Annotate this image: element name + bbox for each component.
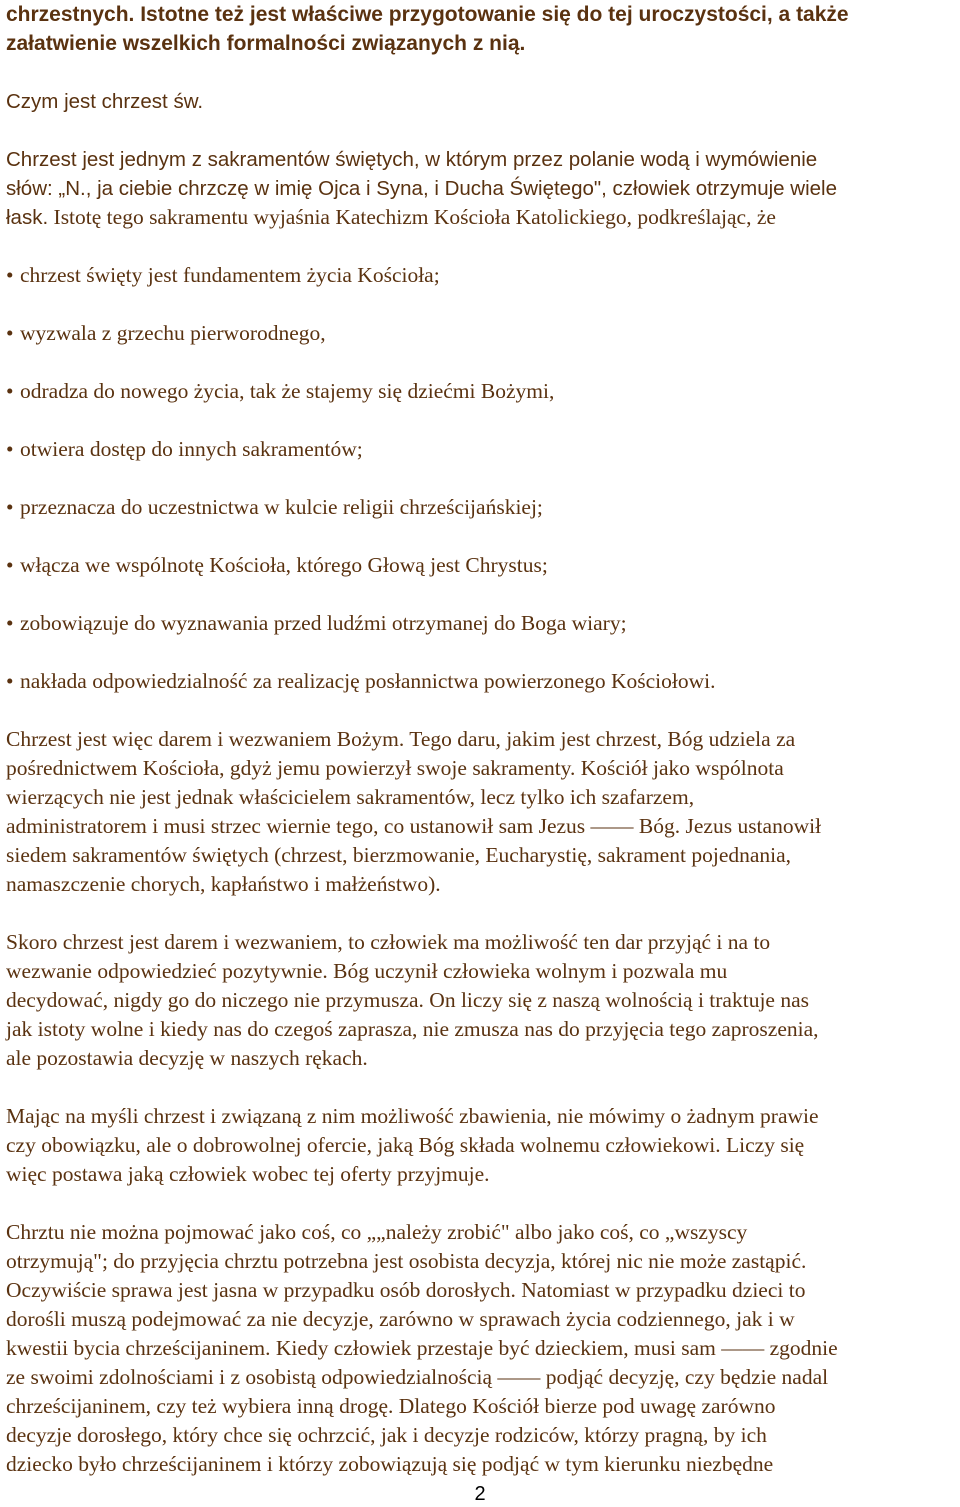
list-item: • przeznacza do uczestnictwa w kulcie religii chrześcijańskiej;: [6, 493, 716, 522]
bullet-icon: •: [6, 379, 14, 403]
bullet-icon: •: [6, 437, 14, 461]
paragraph-line: Skoro chrzest jest darem i wezwaniem, to człowiek ma możliwość ten dar przyjąć i na to: [6, 930, 771, 954]
bullet-icon: •: [6, 611, 14, 635]
paragraph-line: kwestii bycia chrześcijaninem. Kiedy człowiek przestaje być dzieckiem, musi sam —— zgodnie: [6, 1336, 838, 1360]
definition-line-3: [6, 203, 837, 234]
list-item: • włącza we wspólnotę Kościoła, którego Głową jest Chrystus;: [6, 551, 716, 580]
paragraph-line: wezwanie odpowiedzieć pozytywnie. Bóg uczynił człowieka wolnym i pozwala mu: [6, 959, 728, 983]
list-item: • otwiera dostęp do innych sakramentów;: [6, 435, 716, 464]
paragraph-line: administratorem i musi strzec wiernie tego, co ustanowił sam Jezus —— Bóg. Jezus ustanowił: [6, 814, 822, 838]
paragraph-line: decydować, nigdy go do niczego nie przymusza. On liczy się z naszą wolnością i traktuje nas: [6, 988, 809, 1012]
paragraph-line: pośrednictwem Kościoła, gdyż jemu powierzył swoje sakramenty. Kościół jako wspólnota: [6, 756, 784, 780]
list-item: • nakłada odpowiedzialność za realizację posłannictwa powierzonego Kościołowi.: [6, 667, 716, 696]
bullet-icon: •: [6, 321, 14, 345]
definition-paragraph: [6, 145, 837, 234]
paragraph-line: siedem sakramentów świętych (chrzest, bierzmowanie, Eucharystię, sakrament pojednania,: [6, 843, 792, 867]
definition-line-3-start: łask.: [6, 206, 49, 229]
intro-paragraph: [6, 0, 849, 58]
paragraph-line: dorośli muszą podejmować za nie decyzje, zarówno w sprawach życia codziennego, jak i w: [6, 1307, 795, 1331]
paragraph-line: dziecko było chrześcijaninem i którzy zobowiązują się podjąć w tym kierunku niezbędne: [6, 1452, 774, 1476]
list-item: • zobowiązuje do wyznawania przed ludźmi otrzymanej do Boga wiary;: [6, 609, 716, 638]
paragraph-line: Mając na myśli chrzest i związaną z nim możliwość zbawienia, nie mówimy o żadnym prawie: [6, 1104, 819, 1128]
paragraph-line: namaszczenie chorych, kapłaństwo i małżeństwo).: [6, 872, 441, 896]
page-number: 2: [474, 1483, 486, 1505]
paragraph-gift-and-calling: [6, 725, 821, 899]
intro-line-1: chrzestnych. Istotne też jest właściwe przygotowanie się do tej uroczystości, a także: [6, 3, 849, 26]
paragraph-line: ze swoimi zdolnościami i z osobistą odpowiedzialnością —— podjąć decyzję, czy będzie nadal: [6, 1365, 829, 1389]
bullet-icon: •: [6, 495, 14, 519]
bullet-icon: •: [6, 553, 14, 577]
paragraph-line: czy obowiązku, ale o dobrowolnej ofercie, jaką Bóg składa wolnemu człowiekowi. Liczy się: [6, 1133, 805, 1157]
paragraph-line: Chrzest jest więc darem i wezwaniem Bożym. Tego daru, jakim jest chrzest, Bóg udziela za: [6, 727, 796, 751]
paragraph-freedom: [6, 928, 819, 1073]
list-item: • wyzwala z grzechu pierworodnego,: [6, 319, 716, 348]
paragraph-line: ale pozostawia decyzję w naszych rękach.: [6, 1046, 368, 1070]
definition-line-3-rest: Istotę tego sakramentu wyjaśnia Katechizm Kościoła Katolickiego, podkreślając, że: [48, 205, 776, 229]
paragraph-line: Chrztu nie można pojmować jako coś, co „„należy zrobić" albo jako coś, co „wszyscy: [6, 1220, 748, 1244]
list-item: • odradza do nowego życia, tak że stajemy się dziećmi Bożymi,: [6, 377, 716, 406]
paragraph-line: otrzymują"; do przyjęcia chrztu potrzebna jest osobista decyzja, której nic nie może zastąpić.: [6, 1249, 807, 1273]
bullet-icon: •: [6, 263, 14, 287]
definition-line-1: Chrzest jest jednym z sakramentów świętych, w którym przez polanie wodą i wymówienie: [6, 148, 818, 171]
paragraph-line: chrześcijaninem, czy też wybiera inną drogę. Dlatego Kościół bierze pod uwagę zarówno: [6, 1394, 776, 1418]
section-title: Czym jest chrzest św.: [6, 90, 204, 113]
list-item: • chrzest święty jest fundamentem życia Kościoła;: [6, 261, 716, 290]
paragraph-line: Oczywiście sprawa jest jasna w przypadku osób dorosłych. Natomiast w przypadku dzieci to: [6, 1278, 806, 1302]
bullet-icon: •: [6, 669, 14, 693]
paragraph-line: decyzje dorosłego, który chce się ochrzcić, jak i decyzje rodziców, którzy pragną, by ich: [6, 1423, 767, 1447]
intro-line-2: załatwienie wszelkich formalności związanych z nią.: [6, 32, 526, 55]
catechism-bullet-list: [6, 261, 716, 725]
definition-line-2: słów: „N., ja ciebie chrzczę w imię Ojca i Syna, i Ducha Świętego", człowiek otrzymuje wiele: [6, 177, 837, 200]
paragraph-line: jak istoty wolne i kiedy nas do czegoś zaprasza, nie zmusza nas do przyjęcia tego zaproszenia,: [6, 1017, 819, 1041]
paragraph-line: wierzących nie jest jednak właścicielem sakramentów, lecz tylko ich szafarzem,: [6, 785, 695, 809]
paragraph-offer: [6, 1102, 819, 1189]
paragraph-line: więc postawa jaką człowiek wobec tej oferty przyjmuje.: [6, 1162, 490, 1186]
paragraph-decision: [6, 1218, 838, 1479]
